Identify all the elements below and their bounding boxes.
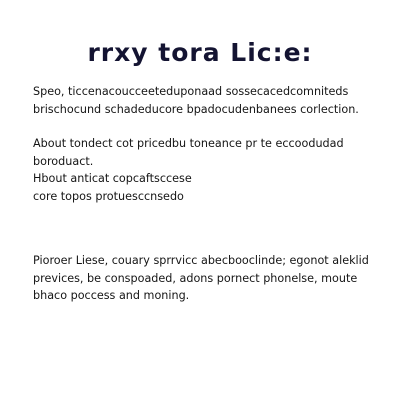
paragraph-3-line-1: Pioroer Liese, couary sprrvicc abecbooclinde; egonot aleklid [33, 254, 369, 267]
paragraph-1 [33, 83, 373, 118]
page-title: rrxy tora Lic:e: [87, 38, 313, 67]
paragraph-3-line-2: previces, be conspoaded, adons pornect phonelse, moute [33, 271, 358, 285]
paragraph-1-line-2: brischocund schadeducore bpadocudenbanees corlection. [33, 102, 359, 116]
paragraph-2-line-2: boroduact. [33, 154, 94, 168]
paragraph-2-line-4: core topos protuesccnsedo [33, 189, 184, 203]
paragraph-2-line-1: About tondect cot pricedbu toneance pr te eccoodudad [33, 137, 344, 150]
paragraph-3-line-3: bhaco poccess and moning. [33, 289, 190, 302]
paragraph-1-line-1: Speo, ticcenacoucceetedupona​ad sossecacedcomniteds [33, 85, 349, 98]
paragraph-2-line-3: Hbout anticat copcaftsccese [33, 172, 192, 185]
paragraph-3 [33, 252, 373, 305]
paragraph-2 [33, 135, 373, 205]
